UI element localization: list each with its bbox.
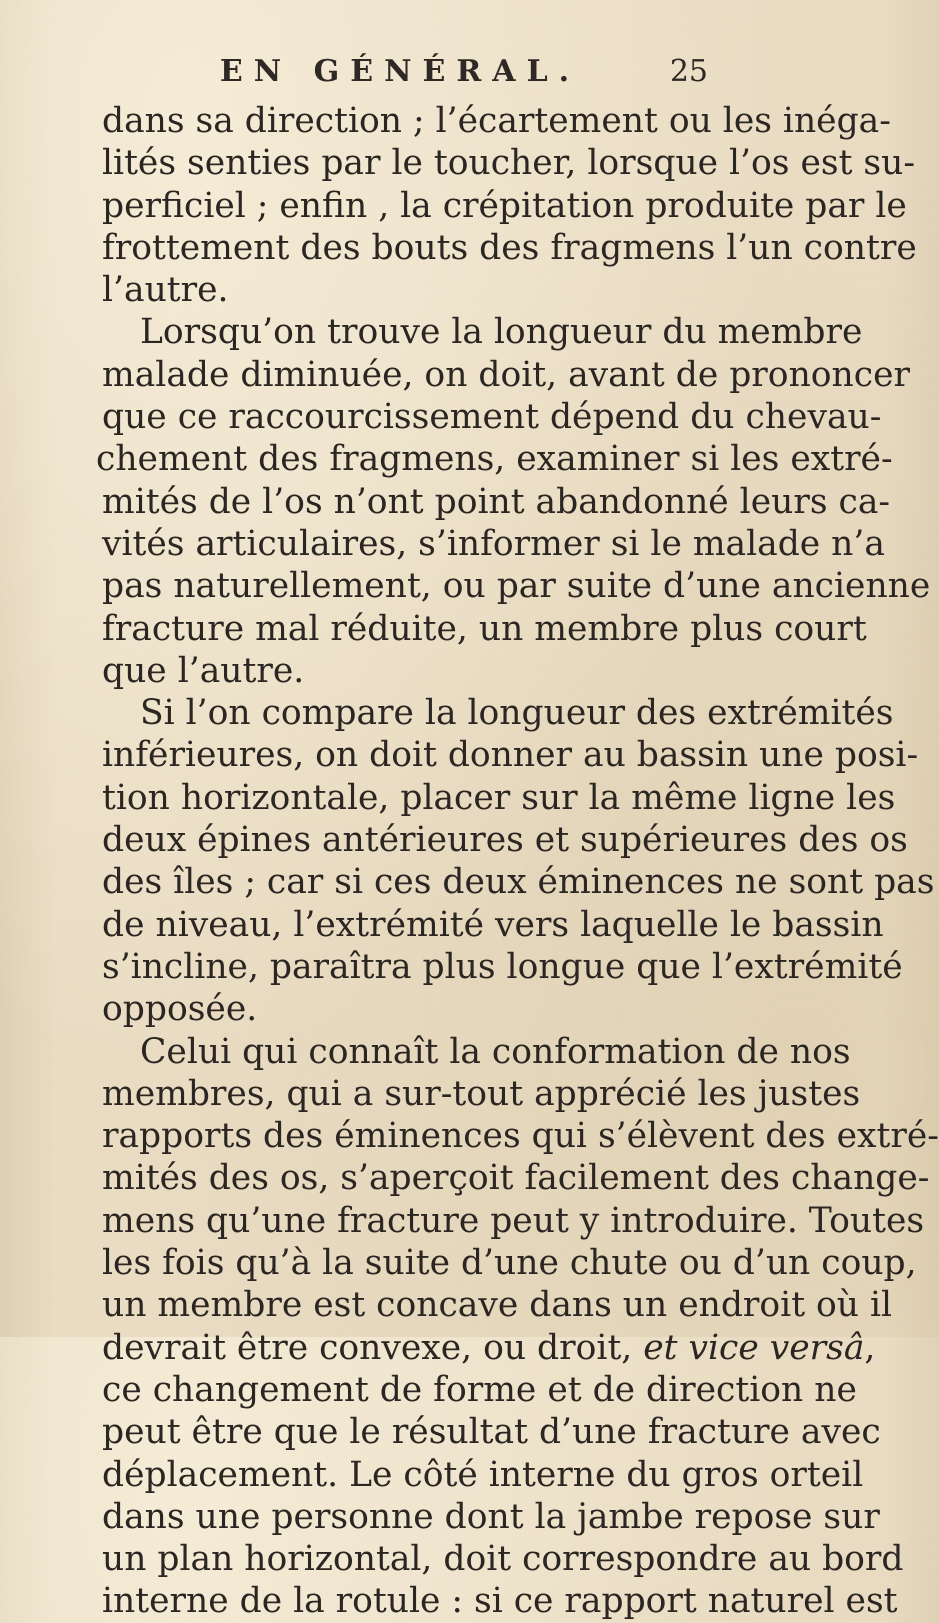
body-text (96, 100, 939, 1623)
text-line: peut être que le résultat d’une fracture avec (102, 1412, 881, 1453)
text-line: chement des fragmens, examiner si les extré- (96, 439, 893, 480)
text-line: mités de l’os n’ont point abandonné leurs ca- (102, 481, 891, 522)
running-title: EN GÉNÉRAL. (219, 54, 581, 89)
text-line: mens qu’une fracture peut y introduire. Toutes (102, 1200, 925, 1241)
text-line (102, 1327, 876, 1369)
text-line: deux épines antérieures et supérieures des os (102, 820, 908, 861)
text-line: dans sa direction ; l’écartement ou les inéga- (102, 101, 891, 141)
text-line: l’autre. (102, 270, 229, 311)
text-line: lités senties par le toucher, lorsque l’os est su- (102, 143, 915, 184)
text-line: vités articulaires, s’informer si le malade n’a (102, 523, 885, 564)
page-header (0, 50, 800, 94)
text-line: perficiel ; enfin , la crépitation produite par le (102, 185, 907, 226)
text-segment: devrait être convexe, ou droit, (102, 1327, 633, 1368)
text-line: déplacement. Le côté interne du gros orteil (102, 1454, 864, 1495)
paragraph-start-line: Celui qui connaît la conformation de nos (140, 1031, 851, 1072)
text-line: tion horizontale, placer sur la même ligne les (102, 777, 896, 818)
text-line: malade diminuée, on doit, avant de prononcer (102, 354, 911, 395)
text-line: des îles ; car si ces deux éminences ne sont pas (102, 862, 935, 903)
text-line: ce changement de forme et de direction ne (102, 1369, 857, 1410)
text-line: interne de la rotule : si ce rapport naturel est (102, 1581, 898, 1622)
text-line: fracture mal réduite, un membre plus court (102, 608, 867, 649)
paragraph-start-line: Lorsqu’on trouve la longueur du membre (140, 312, 863, 353)
text-line: que l’autre. (102, 650, 305, 691)
text-line: dans une personne dont la jambe repose sur (102, 1496, 880, 1537)
text-line: un plan horizontal, doit correspondre au bord (102, 1539, 904, 1580)
text-line: mités des os, s’aperçoit facilement des change- (102, 1158, 930, 1199)
text-line: que ce raccourcissement dépend du chevau- (102, 397, 882, 438)
text-line: un membre est concave dans un endroit où il (102, 1285, 893, 1326)
text-line: inférieures, on doit donner au bassin une posi- (102, 735, 919, 776)
text-line: opposée. (102, 989, 258, 1030)
text-line: frottement des bouts des fragmens l’un contre (102, 227, 917, 268)
text-line: pas naturellement, ou par suite d’une ancienne (102, 566, 931, 607)
italic-phrase: et vice versâ (643, 1327, 865, 1368)
text-line: les fois qu’à la suite d’une chute ou d’un coup, (102, 1243, 917, 1284)
paragraph-start-line: Si l’on compare la longueur des extrémités (140, 693, 894, 734)
text-segment: , (864, 1327, 876, 1368)
text-line: rapports des éminences qui s’élèvent des extré- (102, 1116, 939, 1157)
page-number: 25 (669, 54, 708, 89)
text-line: s’incline, paraîtra plus longue que l’extrémité (102, 946, 903, 987)
text-line: de niveau, l’extrémité vers laquelle le bassin (102, 904, 884, 945)
text-line: membres, qui a sur-tout apprécié les justes (102, 1073, 861, 1114)
